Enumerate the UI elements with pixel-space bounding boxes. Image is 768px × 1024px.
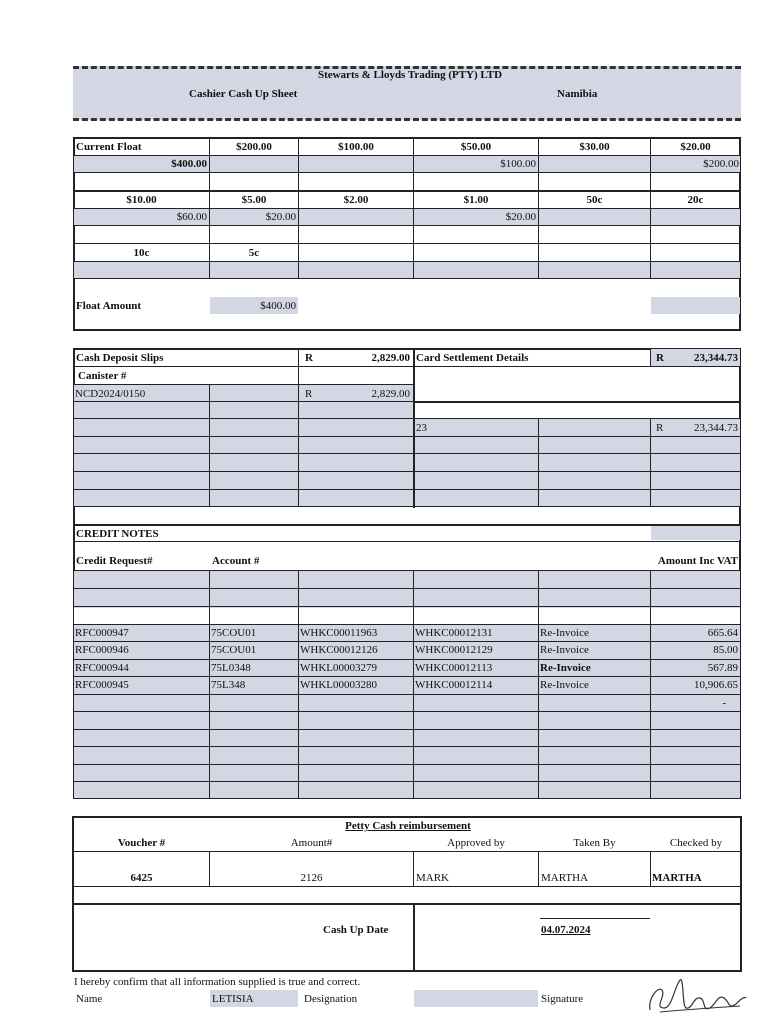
petty-amount: 2126 (300, 872, 323, 884)
credit-invoice-ref: WHKL00003279 (300, 662, 377, 674)
name-value: LETISIA (212, 993, 254, 1005)
amount-vat-header: Amount Inc VAT (657, 555, 738, 567)
credit-action: Re-Invoice (540, 644, 589, 656)
canister-amount: 2,829.00 (371, 388, 410, 400)
credit-action: Re-Invoice (540, 679, 589, 691)
float-right-shade (651, 297, 740, 314)
credit-amount: 85.00 (713, 644, 738, 656)
cash-up-date-label: Cash Up Date (323, 924, 389, 936)
credit-new-invoice: WHKC00012113 (415, 662, 493, 674)
deposit-line (73, 506, 741, 507)
current-float-label: Current Float (76, 141, 142, 153)
denom-label: 5c (248, 247, 260, 259)
current-float-value: $400.00 (171, 158, 207, 170)
taken-by: MARTHA (541, 872, 589, 884)
name-label: Name (76, 993, 103, 1005)
credit-account: 75COU01 (211, 627, 257, 639)
credit-request-id: RFC000947 (75, 627, 129, 639)
denom-label: $10.00 (126, 194, 157, 206)
designation-field (414, 990, 538, 1007)
canister-label: Canister # (78, 370, 127, 382)
petty-line (72, 851, 742, 852)
signature-scribble (640, 968, 750, 1018)
voucher-number: 6425 (130, 872, 153, 884)
signature-label: Signature (541, 993, 584, 1005)
approved-by: MARK (416, 872, 450, 884)
confirmation-text: I hereby confirm that all information supplied is true and correct. (74, 976, 361, 988)
credit-request-id: RFC000946 (75, 644, 129, 656)
approved-header: Approved by (447, 837, 505, 849)
deposit-col-line (650, 348, 651, 367)
cash-deposit-total: 2,829.00 (371, 352, 410, 364)
deposit-line (413, 401, 741, 403)
credit-shade-small (651, 524, 740, 540)
credit-invoice-ref: WHKL00003280 (300, 679, 377, 691)
deposit-col-line (538, 418, 539, 507)
amount-header: Amount# (290, 837, 333, 849)
credit-col-line (413, 570, 414, 799)
credit-account: 75COU01 (211, 644, 257, 656)
credit-line (73, 570, 741, 571)
credit-line (73, 624, 741, 625)
voucher-header: Voucher # (117, 837, 166, 849)
credit-col-line (209, 570, 210, 799)
denom-value: $100.00 (500, 158, 536, 170)
float-shade-r3 (74, 261, 740, 278)
credit-line (73, 676, 741, 677)
canister-currency: R (305, 388, 313, 400)
credit-line (73, 641, 741, 642)
deposit-line (73, 471, 741, 472)
taken-header: Taken By (573, 837, 616, 849)
deposit-line (73, 384, 413, 385)
deposit-col-line (650, 418, 651, 507)
company-name: Stewarts & Lloyds Trading (PTY) LTD (317, 69, 503, 81)
card-settlement-label: Card Settlement Details (416, 352, 529, 364)
deposit-col-line (209, 384, 210, 507)
canister-number: NCD2024/0150 (75, 388, 146, 400)
credit-amount: 10,906.65 (694, 679, 738, 691)
denom-value: $20.00 (265, 211, 296, 223)
credit-line (73, 541, 741, 542)
credit-line (73, 711, 741, 712)
country-label: Namibia (557, 88, 598, 100)
checked-header: Checked by (669, 837, 723, 849)
credit-request-id: RFC000944 (75, 662, 129, 674)
petty-col-line (650, 851, 651, 887)
credit-new-invoice: WHKC00012114 (415, 679, 493, 691)
card-row-amount: 23,344.73 (694, 422, 738, 434)
card-reference: 23 (416, 422, 427, 434)
deposit-line (73, 453, 741, 454)
denom-label: $5.00 (241, 194, 267, 206)
petty-col-line (413, 851, 414, 887)
cash-up-date-rule (540, 918, 650, 919)
credit-action: Re-Invoice (540, 627, 589, 639)
denom-label: $2.00 (343, 194, 369, 206)
credit-request-header: Credit Request# (76, 555, 153, 567)
denom-label: $200.00 (236, 141, 272, 153)
petty-line (72, 903, 742, 905)
float-col-line (538, 137, 539, 279)
denom-label: 10c (133, 247, 150, 259)
account-header: Account # (212, 555, 260, 567)
credit-new-invoice: WHKC00012131 (415, 627, 493, 639)
credit-col-line (538, 570, 539, 799)
cash-deposit-label: Cash Deposit Slips (76, 352, 164, 364)
denom-value: $20.00 (505, 211, 536, 223)
float-amount-value: $400.00 (260, 300, 296, 312)
credit-amount: 665.64 (707, 627, 738, 639)
credit-action: Re-Invoice (540, 662, 591, 674)
float-line (73, 190, 741, 192)
denom-label: $20.00 (680, 141, 711, 153)
cash-up-date-value: 04.07.2024 (541, 924, 591, 936)
credit-line (73, 588, 741, 589)
deposit-line (73, 401, 413, 402)
credit-line (73, 781, 741, 782)
deposit-divider (413, 348, 415, 508)
float-amount-label: Float Amount (76, 300, 142, 312)
checked-by: MARTHA (652, 872, 702, 884)
deposit-line (73, 436, 741, 437)
petty-cash-title: Petty Cash reimbursement (345, 820, 471, 832)
deposit-line (73, 366, 741, 367)
float-col-line (298, 137, 299, 279)
denom-label: $1.00 (463, 194, 489, 206)
float-line (73, 172, 741, 173)
credit-blank-gap (74, 608, 740, 624)
float-line (73, 243, 741, 244)
credit-notes-title: CREDIT NOTES (76, 528, 159, 540)
card-row-currency: R (656, 422, 664, 434)
credit-col-line (298, 570, 299, 799)
credit-amount: 567.89 (707, 662, 738, 674)
designation-label: Designation (304, 993, 358, 1005)
credit-invoice-ref: WHKC00012126 (300, 644, 378, 656)
deposit-col-line (298, 348, 299, 507)
credit-line (73, 764, 741, 765)
credit-line (73, 694, 741, 695)
cash-deposit-currency: R (305, 352, 313, 364)
header-bottom-border (73, 118, 741, 121)
float-line (73, 261, 741, 262)
denom-label: $50.00 (460, 141, 492, 153)
denom-label: 50c (586, 194, 603, 206)
sheet-title: Cashier Cash Up Sheet (189, 88, 298, 100)
petty-line (72, 886, 742, 887)
float-line (73, 155, 741, 156)
denom-label: $100.00 (338, 141, 374, 153)
card-settlement-currency: R (656, 352, 664, 364)
float-line (73, 208, 741, 209)
credit-account: 75L348 (211, 679, 246, 691)
cash-deposit-shade (74, 385, 413, 506)
denom-label: $30.00 (579, 141, 610, 153)
float-line (73, 278, 741, 279)
credit-line (73, 729, 741, 730)
credit-request-id: RFC000945 (75, 679, 129, 691)
deposit-line (73, 489, 741, 490)
float-line (73, 225, 741, 226)
card-settlement-total: 23,344.73 (694, 352, 738, 364)
credit-account: 75L0348 (211, 662, 251, 674)
deposit-line (73, 418, 741, 419)
cashup-divider (413, 903, 415, 971)
credit-line (73, 659, 741, 660)
denom-value: $60.00 (176, 211, 207, 223)
denom-label: 20c (687, 194, 704, 206)
petty-col-line (538, 851, 539, 887)
credit-dash: - (722, 697, 726, 709)
credit-new-invoice: WHKC00012129 (415, 644, 493, 656)
credit-line (73, 746, 741, 747)
credit-line (73, 606, 741, 607)
denom-value: $200.00 (703, 158, 739, 170)
credit-title-line (73, 524, 741, 526)
credit-invoice-ref: WHKC00011963 (300, 627, 378, 639)
